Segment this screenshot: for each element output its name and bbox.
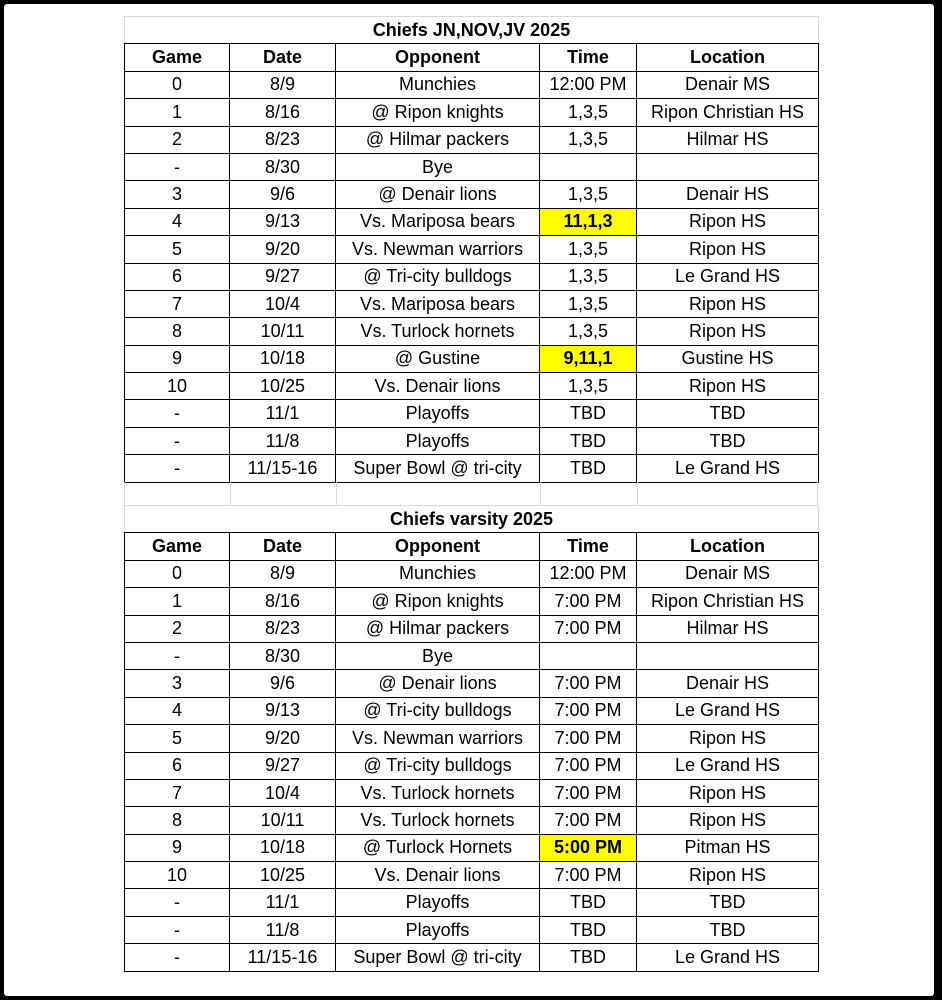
date-cell: 8/30 [230,642,336,669]
date-cell: 8/23 [230,615,336,642]
date-cell: 9/20 [230,725,336,752]
date-cell: 8/23 [230,126,336,153]
game-cell: - [125,642,230,669]
table-row [125,318,819,345]
date-cell: 9/13 [230,208,336,235]
table-row [125,373,819,400]
game-cell: 1 [125,588,230,615]
date-cell: 10/25 [230,373,336,400]
opponent-cell: Vs. Newman warriors [336,236,540,263]
location-cell: Ripon HS [637,807,819,834]
opponent-cell: @ Ripon knights [336,99,540,126]
table-row [125,588,819,615]
time-cell: TBD [540,400,637,427]
game-cell: 7 [125,290,230,317]
game-cell: - [125,153,230,180]
time-cell: 7:00 PM [540,615,637,642]
time-cell: 11,1,3 [540,208,637,235]
column-header-time: Time [540,44,637,71]
location-cell: Hilmar HS [637,615,819,642]
time-cell: 7:00 PM [540,725,637,752]
date-cell: 9/6 [230,670,336,697]
opponent-cell: Super Bowl @ tri-city [336,944,540,971]
game-cell: 1 [125,99,230,126]
time-cell: 7:00 PM [540,807,637,834]
opponent-cell: Bye [336,153,540,180]
header-row [125,44,819,71]
opponent-cell: @ Turlock Hornets [336,834,540,861]
table-row [125,642,819,669]
table-row [125,455,819,482]
time-cell: 1,3,5 [540,99,637,126]
table-row [125,71,819,98]
location-cell: TBD [637,400,819,427]
game-cell: 10 [125,373,230,400]
table-title-row [125,506,819,533]
opponent-cell: @ Tri-city bulldogs [336,697,540,724]
location-cell: Le Grand HS [637,263,819,290]
opponent-cell: Munchies [336,560,540,587]
location-cell: Ripon HS [637,779,819,806]
time-cell: 1,3,5 [540,318,637,345]
time-cell: 7:00 PM [540,697,637,724]
table-row [125,615,819,642]
game-cell: 0 [125,560,230,587]
game-cell: 3 [125,181,230,208]
game-cell: 2 [125,615,230,642]
date-cell: 9/13 [230,697,336,724]
column-header-opponent: Opponent [336,44,540,71]
table-row [125,427,819,454]
table-row [125,697,819,724]
column-header-location: Location [637,44,819,71]
column-header-opponent: Opponent [336,533,540,560]
game-cell: - [125,944,230,971]
date-cell: 10/18 [230,834,336,861]
game-cell: 5 [125,236,230,263]
opponent-cell: Vs. Denair lions [336,373,540,400]
opponent-cell: Vs. Turlock hornets [336,318,540,345]
schedule-body [125,506,819,972]
column-header-game: Game [125,533,230,560]
opponent-cell: Playoffs [336,916,540,943]
table-row [125,181,819,208]
date-cell: 10/18 [230,345,336,372]
time-cell: 7:00 PM [540,862,637,889]
game-cell: 2 [125,126,230,153]
date-cell: 10/4 [230,779,336,806]
table-title: Chiefs JN,NOV,JV 2025 [125,17,819,44]
date-cell: 10/11 [230,807,336,834]
table-row [125,345,819,372]
document-page [4,4,934,996]
time-cell: 7:00 PM [540,588,637,615]
location-cell: Le Grand HS [637,455,819,482]
date-cell: 8/9 [230,71,336,98]
opponent-cell: Vs. Turlock hornets [336,807,540,834]
date-cell: 9/6 [230,181,336,208]
table-row [125,752,819,779]
table-row [125,834,819,861]
game-cell: 6 [125,263,230,290]
time-cell: 12:00 PM [540,560,637,587]
date-cell: 9/27 [230,752,336,779]
date-cell: 11/1 [230,400,336,427]
table-row [125,670,819,697]
schedule-body [125,17,819,483]
game-cell: - [125,455,230,482]
opponent-cell: @ Denair lions [336,670,540,697]
location-cell: Ripon HS [637,318,819,345]
game-cell: - [125,400,230,427]
table-row [125,944,819,971]
table-row [125,263,819,290]
opponent-cell: Super Bowl @ tri-city [336,455,540,482]
game-cell: 10 [125,862,230,889]
table-title: Chiefs varsity 2025 [125,506,819,533]
opponent-cell: Playoffs [336,400,540,427]
game-cell: 5 [125,725,230,752]
opponent-cell: Vs. Turlock hornets [336,779,540,806]
opponent-cell: Munchies [336,71,540,98]
location-cell: TBD [637,427,819,454]
location-cell: Ripon HS [637,373,819,400]
time-cell: TBD [540,889,637,916]
opponent-cell: @ Hilmar packers [336,615,540,642]
time-cell: 9,11,1 [540,345,637,372]
opponent-cell: Bye [336,642,540,669]
date-cell: 9/20 [230,236,336,263]
column-header-game: Game [125,44,230,71]
game-cell: - [125,427,230,454]
opponent-cell: Vs. Mariposa bears [336,208,540,235]
date-cell: 10/25 [230,862,336,889]
opponent-cell: @ Hilmar packers [336,126,540,153]
time-cell: 5:00 PM [540,834,637,861]
location-cell: TBD [637,889,819,916]
opponent-cell: @ Ripon knights [336,588,540,615]
opponent-cell: Vs. Newman warriors [336,725,540,752]
location-cell [637,153,819,180]
opponent-cell: Playoffs [336,427,540,454]
time-cell: 1,3,5 [540,126,637,153]
game-cell: - [125,889,230,916]
column-header-time: Time [540,533,637,560]
time-cell: TBD [540,455,637,482]
time-cell: 1,3,5 [540,236,637,263]
opponent-cell: Vs. Denair lions [336,862,540,889]
varsity-schedule-table [124,505,819,972]
location-cell: Denair HS [637,670,819,697]
time-cell [540,153,637,180]
location-cell: Denair HS [637,181,819,208]
table-row [125,889,819,916]
location-cell: Denair MS [637,71,819,98]
table-row [125,208,819,235]
opponent-cell: Vs. Mariposa bears [336,290,540,317]
table-row [125,807,819,834]
table-title-row [125,17,819,44]
time-cell: 7:00 PM [540,670,637,697]
table-row [125,560,819,587]
game-cell: 9 [125,834,230,861]
date-cell: 8/9 [230,560,336,587]
table-row [125,99,819,126]
date-cell: 11/8 [230,916,336,943]
date-cell: 11/15-16 [230,455,336,482]
table-row [125,400,819,427]
time-cell: 7:00 PM [540,779,637,806]
opponent-cell: @ Denair lions [336,181,540,208]
location-cell: Pitman HS [637,834,819,861]
column-header-date: Date [230,44,336,71]
time-cell: 1,3,5 [540,373,637,400]
location-cell: Hilmar HS [637,126,819,153]
location-cell: Ripon HS [637,725,819,752]
date-cell: 10/4 [230,290,336,317]
table-row [125,916,819,943]
table-spacer [124,482,818,505]
location-cell: Ripon HS [637,236,819,263]
table-row [125,290,819,317]
time-cell: 12:00 PM [540,71,637,98]
location-cell: TBD [637,916,819,943]
game-cell: 3 [125,670,230,697]
time-cell: TBD [540,916,637,943]
date-cell: 8/16 [230,99,336,126]
opponent-cell: @ Tri-city bulldogs [336,263,540,290]
location-cell: Le Grand HS [637,697,819,724]
date-cell: 11/1 [230,889,336,916]
column-header-date: Date [230,533,336,560]
game-cell: 4 [125,697,230,724]
game-cell: 8 [125,807,230,834]
time-cell: 7:00 PM [540,752,637,779]
date-cell: 8/30 [230,153,336,180]
location-cell: Le Grand HS [637,752,819,779]
date-cell: 11/15-16 [230,944,336,971]
location-cell: Gustine HS [637,345,819,372]
column-header-location: Location [637,533,819,560]
date-cell: 8/16 [230,588,336,615]
location-cell: Le Grand HS [637,944,819,971]
game-cell: 6 [125,752,230,779]
location-cell: Ripon HS [637,290,819,317]
jv-schedule-table [124,16,819,483]
opponent-cell: @ Tri-city bulldogs [336,752,540,779]
date-cell: 11/8 [230,427,336,454]
time-cell: 1,3,5 [540,181,637,208]
game-cell: 4 [125,208,230,235]
time-cell [540,642,637,669]
game-cell: 8 [125,318,230,345]
game-cell: 0 [125,71,230,98]
location-cell: Ripon Christian HS [637,99,819,126]
opponent-cell: @ Gustine [336,345,540,372]
game-cell: - [125,916,230,943]
date-cell: 9/27 [230,263,336,290]
location-cell: Ripon HS [637,208,819,235]
game-cell: 9 [125,345,230,372]
table-row [125,779,819,806]
table-row [125,153,819,180]
table-row [125,862,819,889]
time-cell: TBD [540,944,637,971]
time-cell: 1,3,5 [540,290,637,317]
location-cell: Denair MS [637,560,819,587]
table-row [125,126,819,153]
opponent-cell: Playoffs [336,889,540,916]
date-cell: 10/11 [230,318,336,345]
location-cell: Ripon HS [637,862,819,889]
game-cell: 7 [125,779,230,806]
header-row [125,533,819,560]
table-row [125,236,819,263]
time-cell: TBD [540,427,637,454]
time-cell: 1,3,5 [540,263,637,290]
table-row [125,725,819,752]
location-cell [637,642,819,669]
location-cell: Ripon Christian HS [637,588,819,615]
